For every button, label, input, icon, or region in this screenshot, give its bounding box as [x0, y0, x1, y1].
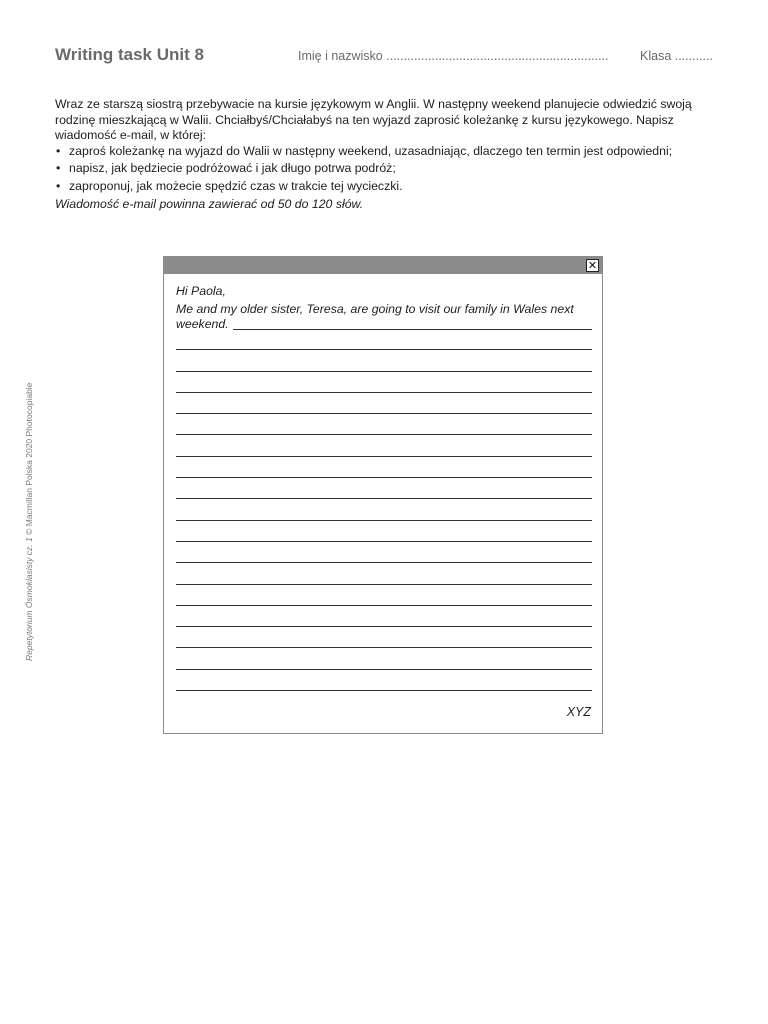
- writing-line[interactable]: [176, 521, 592, 542]
- email-window: [163, 256, 603, 734]
- bullet-dot: •: [56, 161, 61, 175]
- writing-line[interactable]: [176, 372, 592, 393]
- writing-area[interactable]: [176, 329, 592, 691]
- list-item: • zaproś koleżankę na wyjazd do Walii w następny weekend, uzasadniając, dlaczego ten termin jest odpowiedni;: [56, 143, 673, 158]
- email-title-bar: [164, 257, 602, 274]
- copyright-sidebar: Repetytorium Ósmoklasisty cz. 1 © Macmillan Polska 2020 Photocopiable: [24, 382, 34, 661]
- writing-line[interactable]: [176, 606, 592, 627]
- task-instructions: [55, 97, 705, 213]
- writing-line[interactable]: [176, 350, 592, 371]
- writing-line[interactable]: [176, 457, 592, 478]
- class-field: Klasa ...........: [640, 49, 713, 63]
- close-icon[interactable]: ✕: [587, 259, 598, 272]
- bullet-dot: •: [56, 143, 61, 158]
- writing-line[interactable]: [176, 329, 592, 350]
- bullet-dot: •: [56, 178, 61, 193]
- email-line-1: Me and my older sister, Teresa, are going to visit our family in Wales next: [176, 301, 574, 316]
- email-line-2: weekend.: [176, 317, 592, 333]
- task-title: Writing task Unit 8: [55, 45, 204, 64]
- list-item: • zaproponuj, jak możecie spędzić czas w trakcie tej wycieczki.: [56, 178, 403, 193]
- writing-line[interactable]: [176, 478, 592, 499]
- writing-line[interactable]: [176, 563, 592, 584]
- writing-line[interactable]: [176, 585, 592, 606]
- writing-line[interactable]: [176, 499, 592, 520]
- writing-line[interactable]: [176, 542, 592, 563]
- instructions-list: [55, 144, 705, 195]
- writing-line[interactable]: [176, 414, 592, 435]
- writing-line[interactable]: [176, 670, 592, 691]
- email-body: [176, 284, 592, 333]
- email-signature: XYZ: [566, 705, 591, 719]
- writing-line[interactable]: [176, 393, 592, 414]
- email-greeting: Hi Paola,: [176, 284, 226, 298]
- list-item: • napisz, jak będziecie podróżować i jak długo potrwa podróż;: [56, 161, 396, 175]
- writing-line[interactable]: [176, 648, 592, 669]
- instructions-intro: Wraz ze starszą siostrą przebywacie na kursie językowym w Anglii. W następny weekend planujecie odwiedzić swoją rodzinę mieszkającą w Walii. Chciałbyś/Chciałabyś na ten wyjazd zaprosić koleżankę z kursu językowego. Napisz wiadomość e-mail, w której:: [55, 97, 692, 142]
- writing-line[interactable]: [176, 627, 592, 648]
- name-field: Imię i nazwisko ................................................................: [298, 49, 609, 63]
- word-count-note: Wiadomość e-mail powinna zawierać od 50 do 120 słów.: [55, 197, 364, 211]
- page-header: [55, 45, 715, 69]
- writing-line[interactable]: [176, 435, 592, 456]
